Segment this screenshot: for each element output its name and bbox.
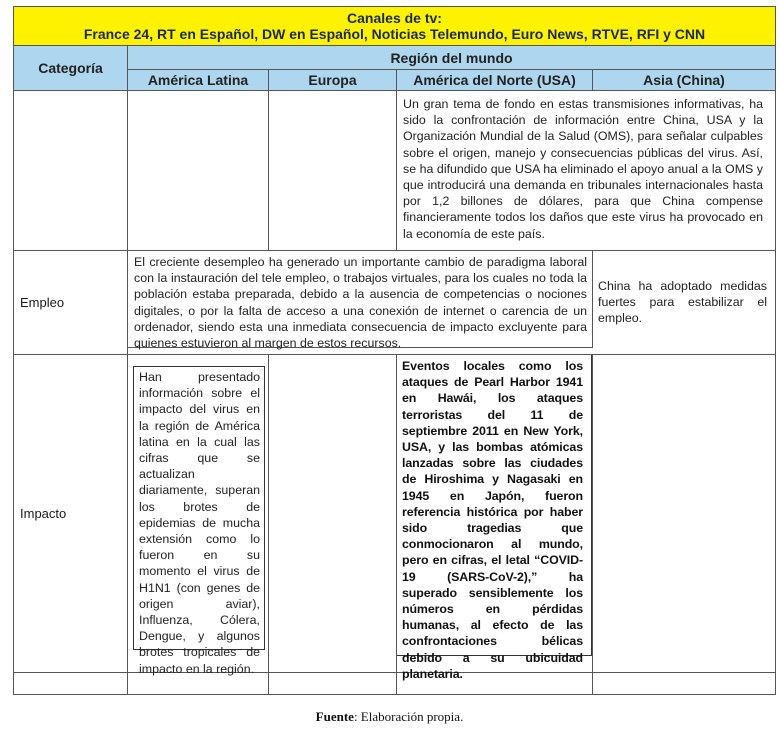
row4-category-cell — [14, 673, 128, 695]
header-latam: América Latina — [128, 70, 269, 91]
impacto-latam-cell — [128, 355, 269, 676]
row1-usa-text: Un gran tema de fondo en estas transmisiones informativas, ha sido la confrontación de información entre China, USA y la Organización Mundial de la Salud (OMS), para señalar culpables sobre el origen, manejo y consecuencias públicas del virus. Así, se ha difundido que USA ha eliminado el apoyo anual a la OMS y que introducirá una demanda en tribunales internacionales hasta por 1,2 billones de dólares, para que China compense financieramente todos los daños que este virus ha provocado en la economía de este país. — [403, 97, 763, 241]
empleo-merged-text: El creciente desempleo ha generado un importante cambio de paradigma laboral con la instauración del tele empleo, o trabajos virtuales, para los cuales no toda la población estaba preparada, debido a la ausencia de competencias o nociones digitales, o por la falta de acceso a una conexión de internet o carencia de un ordenador, siendo esta una inmediata consecuencia de impacto excluyente para quienes estuvieron al margen de estos recursos. — [134, 255, 587, 351]
table-title — [14, 7, 776, 46]
title-line-1: Canales de tv: — [347, 10, 442, 26]
table-row — [14, 673, 776, 695]
row1-europa-cell — [269, 91, 397, 251]
impacto-europa-cell — [269, 355, 397, 673]
impacto-usa-cell — [397, 355, 593, 681]
impacto-usa-text: Eventos locales como los ataques de Pearl Harbor 1941 en Hawái, los ataques terroristas del 11 de septiembre 2011 en New York, USA, y las bombas atómicas lanzadas sobre las ciudades de Hiroshima y Nagasaki en 1945 en Japón, fueron referencia histórica por haber sido tragedias que conmocionaron al mundo, pero en cifras, el letal “COVID-19 (SARS-CoV-2),” ha superado sensiblemente los números en pérdidas humanas, al efecto de las confrontaciones bélicas debido a su ubicuidad planetaria. — [402, 359, 583, 681]
empleo-asia-text: China ha adoptado medidas fuertes para estabilizar el empleo. — [598, 278, 767, 326]
impacto-latam-box — [133, 366, 265, 676]
row4-europa-cell — [269, 673, 397, 695]
source-label: Fuente — [315, 709, 354, 724]
table-row — [14, 91, 776, 251]
title-line-2: France 24, RT en Español, DW en Español, Noticias Telemundo, Euro News, RTVE, RFI y CNN — [83, 26, 706, 42]
source-note — [0, 709, 779, 725]
impacto-asia-cell — [593, 355, 776, 673]
row4-asia-cell — [593, 673, 776, 695]
header-asia: Asia (China) — [593, 70, 776, 91]
empleo-asia-box — [593, 251, 775, 353]
header-usa: América del Norte (USA) — [397, 70, 593, 91]
table-row — [14, 251, 776, 355]
row1-latam-cell — [128, 91, 269, 251]
empleo-merged-box — [128, 251, 593, 351]
impacto-category: Impacto — [14, 355, 128, 673]
header-region: Región del mundo — [128, 46, 776, 70]
source-text: : Elaboración propia. — [353, 709, 464, 724]
impacto-latam-text: Han presentado información sobre el impacto del virus en la región de América latina en la cual las cifras que se actualizan diariamente, superan los brotes de epidemias de mucha extensión como lo fueron en su momento el virus de H1N1 (con genes de origen aviar), Influenza, Cólera, Dengue, y algunos brotes tropicales de impacto en la región. — [139, 370, 260, 676]
empleo-content-cell — [128, 251, 776, 355]
header-category: Categoría — [14, 46, 128, 91]
header-europa: Europa — [269, 70, 397, 91]
channels-table — [13, 6, 776, 695]
row1-usa-cell — [397, 91, 776, 251]
impacto-usa-box — [396, 354, 592, 681]
table-row — [14, 355, 776, 673]
empleo-category: Empleo — [14, 251, 128, 355]
row1-category-cell — [14, 91, 128, 251]
